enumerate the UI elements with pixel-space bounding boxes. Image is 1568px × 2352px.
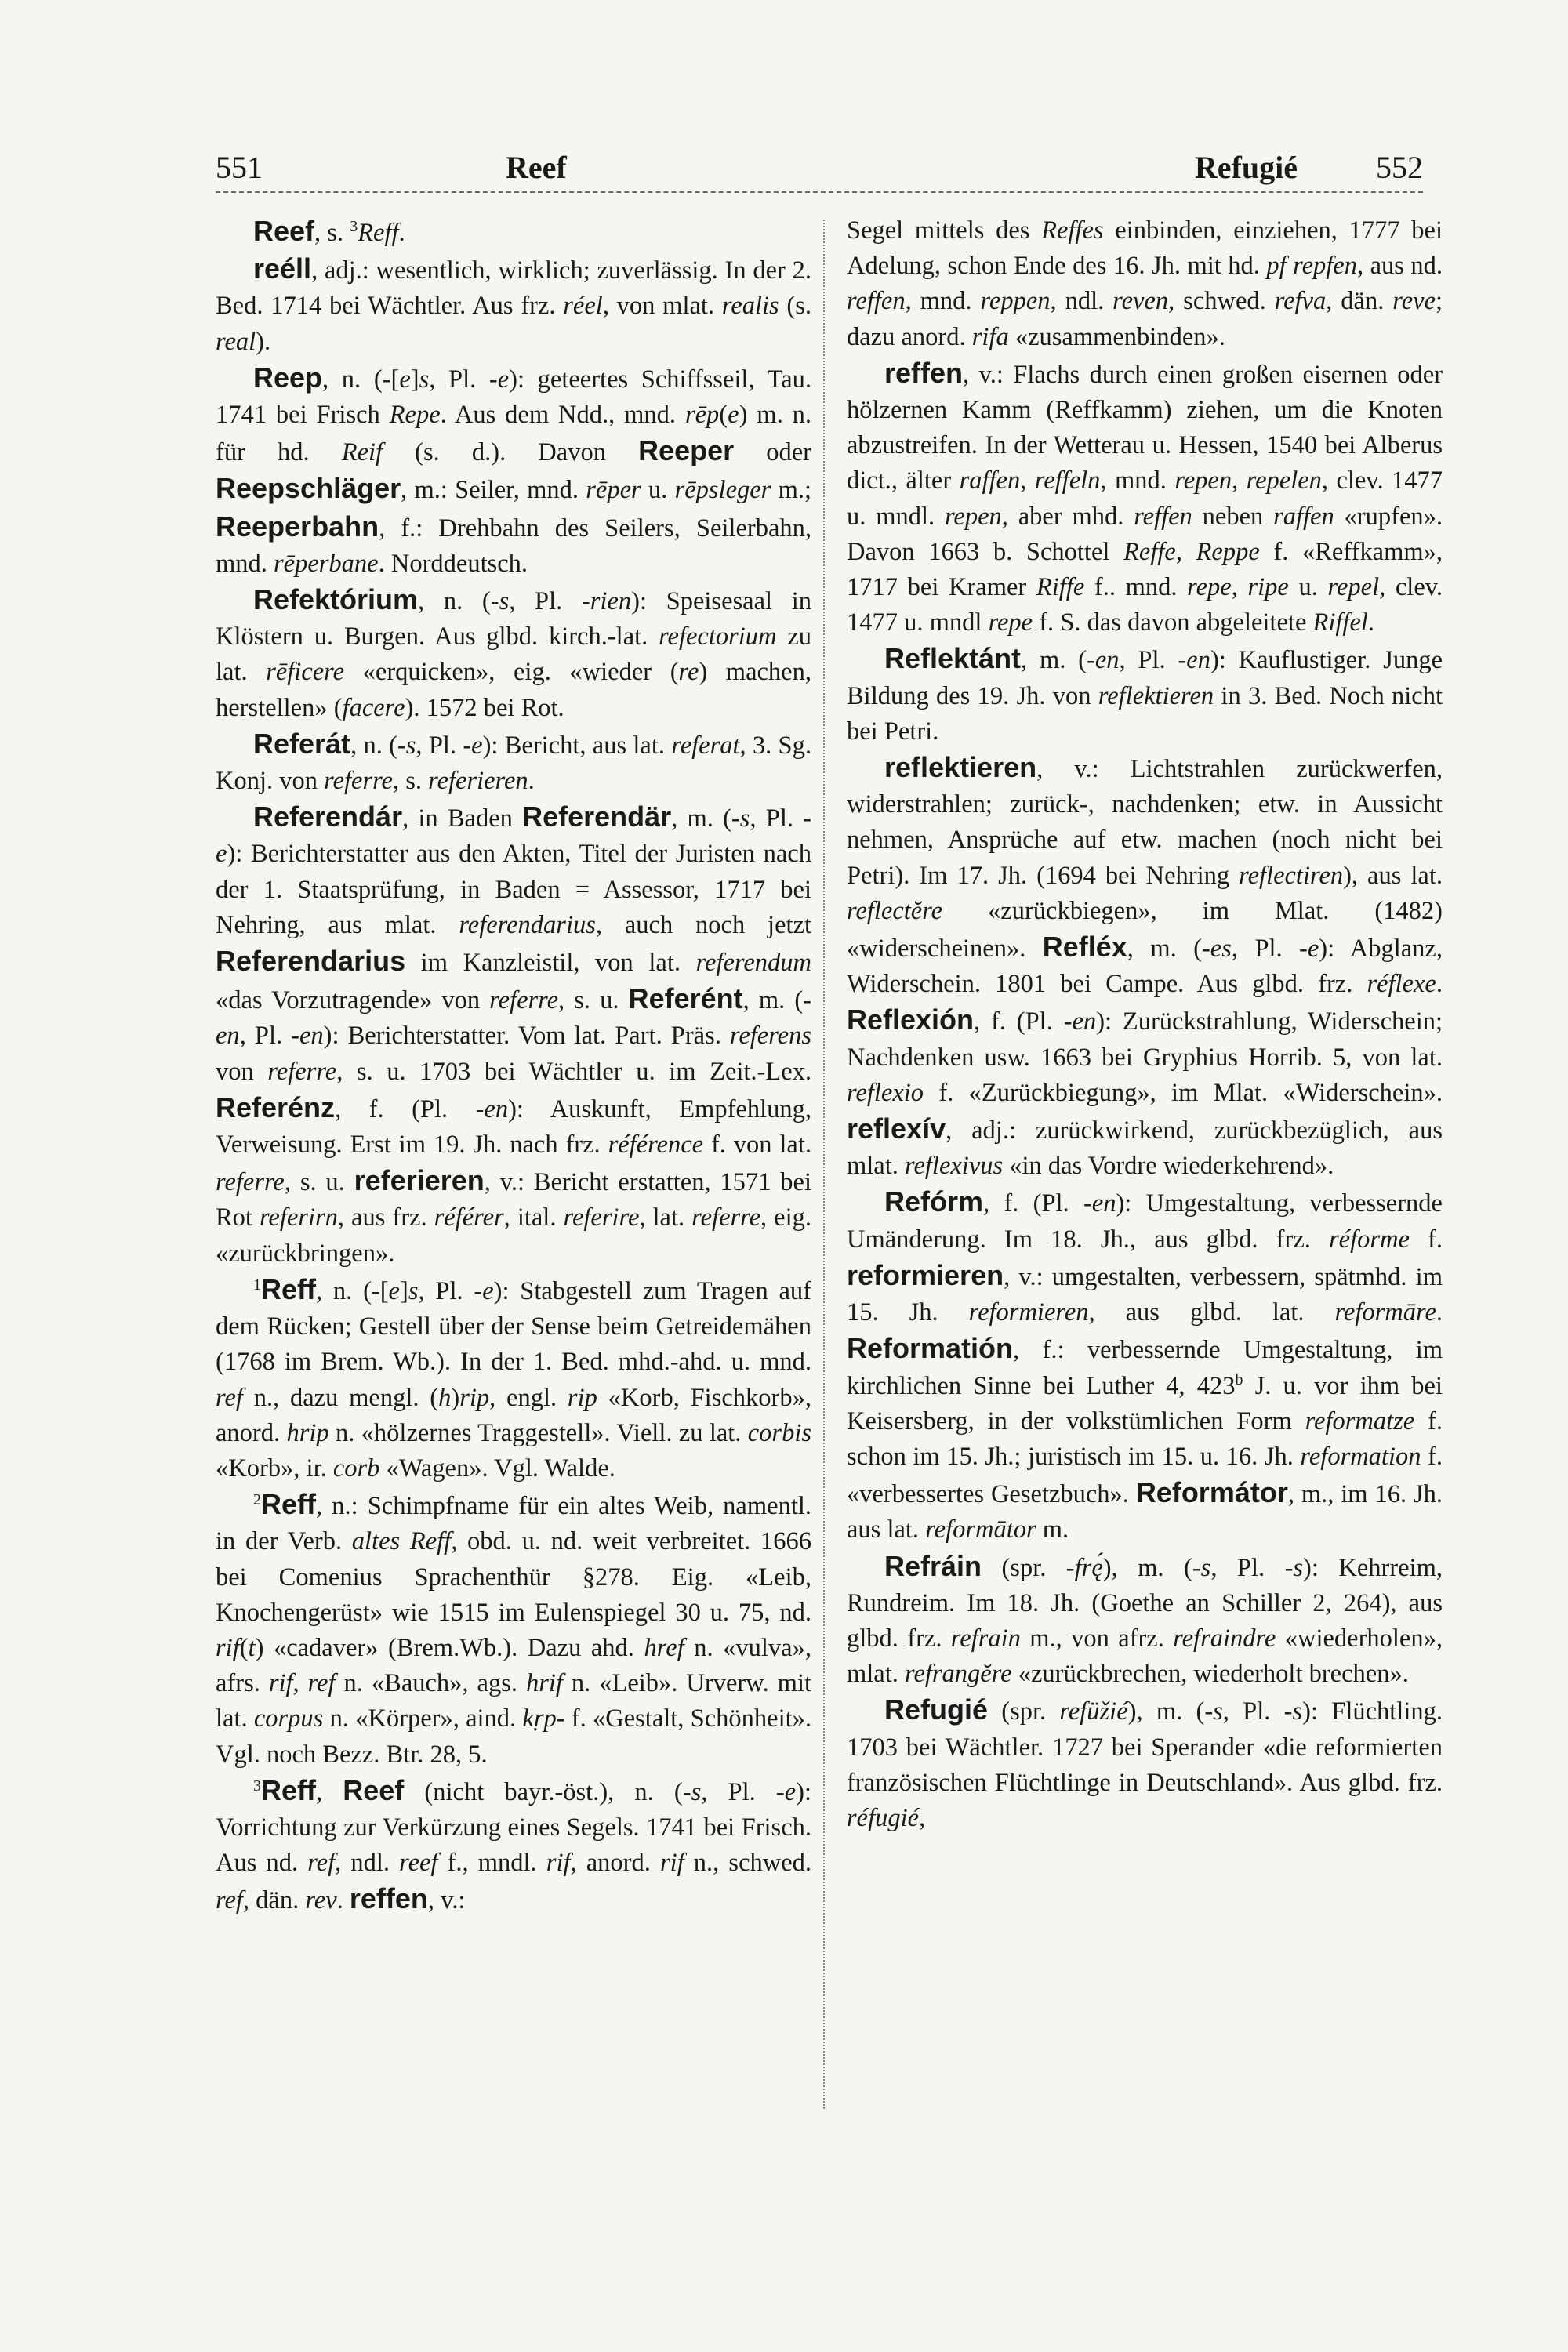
dictionary-entry: reéll, adj.: wesentlich, wirklich; zuverlässig. In der 2. Bed. 1714 bei Wächtler. Aus frz. réel, von mlat. realis (s. real). (216, 252, 811, 356)
headword-right: Refugié (1194, 150, 1298, 185)
dictionary-entry: reffen, v.: Flachs durch einen großen eisernen oder hölzernen Kamm (Reffkamm) ziehen, um die Knoten abzustreifen. In der Wetterau u. Hessen, 1540 bei Alberus dict., älter raffen, reffeln, mnd. repen, repelen, clev. 1477 u. mndl. repen, aber mhd. reffen neben raffen «rupfen». Davon 1663 b. Schottel Reffe, Reppe f. «Reffkamm», 1717 bei Kramer Riffe f.. mnd. repe, ripe u. repel, clev. 1477 u. mndl repe f. S. das davon abgeleitete Riffel. (847, 356, 1443, 637)
dictionary-entry: $^1$Reff, n. (-[e]s, Pl. -e): Stabgestell zum Tragen auf dem Rücken; Gestell über der Sense beim Getreidemähen (1768 im Brem. Wb.). In der 1. Bed. mhd.-ahd. u. mnd. ref n., dazu mengl. (h)rip, engl. rip «Korb, Fischkorb», anord. hrip n. «hölzernes Traggestell». Viell. zu lat. corbis «Korb», ir. corb «Wagen». Vgl. Walde. (216, 1272, 811, 1483)
column-right (847, 213, 1443, 2111)
dictionary-entry: Refráin (spr. -frę́), m. (-s, Pl. -s): Kehrreim, Rundreim. Im 18. Jh. (Goethe an Schiller 2, 264), aus glbd. frz. refrain m., von afrz. refraindre «wiederholen», mlat. refrangĕre «zurückbrechen, wiederholt brechen». (847, 1549, 1443, 1689)
dictionary-entry: Reflektánt, m. (-en, Pl. -en): Kauflustiger. Junge Bildung des 19. Jh. von reflektieren in 3. Bed. Noch nicht bei Petri. (847, 642, 1443, 746)
header-rule (216, 191, 1423, 193)
dictionary-entry: Referát, n. (-s, Pl. -e): Bericht, aus lat. referat, 3. Sg. Konj. von referre, s. referieren. (216, 727, 811, 796)
dictionary-entry: Refórm, f. (Pl. -en): Umgestaltung, verbessernde Umänderung. Im 18. Jh., aus glbd. frz. réforme f. reformieren, v.: umgestalten, verbessern, spätmhd. im 15. Jh. reformieren, aus glbd. lat. reformāre. Reformatión, f.: verbessernde Umgestaltung, im kirchlichen Sinne bei Luther 4, 423$^b$ J. u. vor ihm bei Keisersberg, in der volkstümlichen Form reformatze f. schon im 15. Jh.; juristisch im 15. u. 16. Jh. reformation f. «verbessertes Gesetzbuch». Reformátor, m., im 16. Jh. aus lat. reformātor m. (847, 1185, 1443, 1544)
dictionary-entry: reflektieren, v.: Lichtstrahlen zurückwerfen, widerstrahlen; zurück-, nachdenken; etw. in Aussicht nehmen, Ansprüche auf etw. machen (noch nicht bei Petri). Im 17. Jh. (1694 bei Nehring reflectiren), aus lat. reflectĕre «zurückbiegen», im Mlat. (1482) «widerscheinen». Refléx, m. (-es, Pl. -e): Abglanz, Widerschein. 1801 bei Campe. Aus glbd. frz. réflexe. Reflexión, f. (Pl. -en): Zurückstrahlung, Widerschein; Nachdenken usw. 1663 bei Gryphius Horrib. 5, von lat. reflexio f. «Zurückbiegung», im Mlat. «Widerschein». reflexív, adj.: zurückwirkend, zurückbezüglich, aus mlat. reflexivus «in das Vordre wiederkehrend». (847, 751, 1443, 1181)
dictionary-entry: Referendár, in Baden Referendär, m. (-s, Pl. -e): Berichterstatter aus den Akten, Titel der Juristen nach der 1. Staatsprüfung, in Baden = Assessor, 1717 bei Nehring, aus mlat. referendarius, auch noch jetzt Referendarius im Kanzleistil, von lat. referendum «das Vorzutragende» von referre, s. u. Referént, m. (-en, Pl. -en): Berichterstatter. Vom lat. Part. Präs. referens von referre, s. u. 1703 bei Wächtler u. im Zeit.-Lex. Referénz, f. (Pl. -en): Auskunft, Empfehlung, Verweisung. Erst im 19. Jh. nach frz. référence f. von lat. referre, s. u. referieren, v.: Bericht erstatten, 1571 bei Rot referirn, aus frz. référer, ital. referire, lat. referre, eig. «zurückbringen». (216, 800, 811, 1268)
dictionary-entry: Segel mittels des Reffes einbinden, einziehen, 1777 bei Adelung, schon Ende des 16. Jh. mit hd. pf repfen, aus nd. reffen, mnd. reppen, ndl. reven, schwed. refva, dän. reve; dazu anord. rifa «zusammenbinden». (847, 216, 1443, 351)
column-left (216, 213, 811, 2111)
dictionary-entry: Reep, n. (-[e]s, Pl. -e): geteertes Schiffsseil, Tau. 1741 bei Frisch Repe. Aus dem Ndd., mnd. rēp(e) m. n. für hd. Reif (s. d.). Davon Reeper oder Reepschläger, m.: Seiler, mnd. rēper u. rēpsleger m.; Reeperbahn, f.: Drehbahn des Seilers, Seilerbahn, mnd. rēperbane. Norddeutsch. (216, 361, 811, 578)
running-header (216, 149, 1423, 196)
headword-left: Reef (506, 150, 567, 185)
dictionary-entry: Refugié (spr. refüžié), m. (-s, Pl. -s): Flüchtling. 1703 bei Wächtler. 1727 bei Sperander «die reformierten französischen Flüchtlinge in Deutschland». Aus glbd. frz. réfugié, (847, 1693, 1443, 1832)
dictionary-entry: $^3$Reff, Reef (nicht bayr.-öst.), n. (-s, Pl. -e): Vorrichtung zur Verkürzung eines Segels. 1741 bei Frisch. Aus nd. ref, ndl. reef f., mndl. rif, anord. rif n., schwed. ref, dän. rev. reffen, v.: (216, 1773, 811, 1915)
page-number-right: 552 (1376, 150, 1423, 185)
dictionary-entry: Reef, s. $^3$Reff. (253, 215, 405, 247)
dictionary-entry: Refektórium, n. (-s, Pl. -rien): Speisesaal in Klöstern u. Burgen. Aus glbd. kirch.-lat. refectorium zu lat. rēficere «erquicken», eig. «wieder (re) machen, herstellen» (facere). 1572 bei Rot. (216, 583, 811, 722)
page-number-left: 551 (216, 150, 263, 185)
column-divider (823, 220, 825, 2109)
dictionary-entry: $^2$Reff, n.: Schimpfname für ein altes Weib, namentl. in der Verb. altes Reff, obd. u. nd. weit verbreitet. 1666 bei Comenius Sprachenthür §278. Eig. «Leib, Knochengerüst» wie 1515 im Eulenspiegel 30 u. 75, nd. rif(t) «cadaver» (Brem.Wb.). Dazu ahd. href n. «vulva», afrs. rif, ref n. «Bauch», ags. hrif n. «Leib». Urverw. mit lat. corpus n. «Körper», aind. kṛp- f. «Gestalt, Schönheit». Vgl. noch Bezz. Btr. 28, 5. (216, 1488, 811, 1769)
